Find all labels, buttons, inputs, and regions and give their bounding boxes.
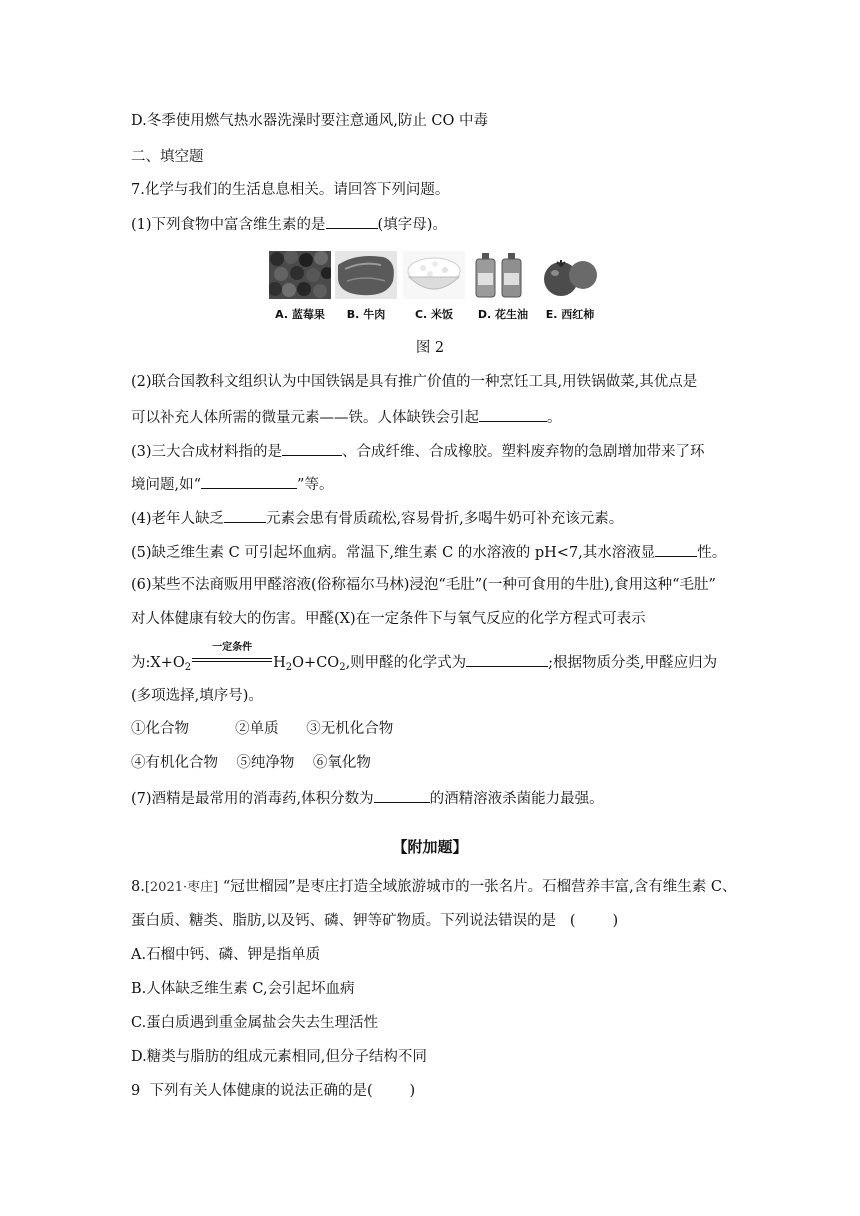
q5-text-a: (5)缺乏维生素 C 可引起坏血病。常温下,维生素 C 的水溶液的 pH<7,其水溶液显: [131, 545, 656, 561]
reaction-condition-arrow: [192, 642, 272, 669]
question-7-stem: 7.化学与我们的生活息息相关。请回答下列问题。: [131, 182, 450, 198]
food-label: D. 花生油: [477, 308, 529, 321]
food-label: E. 西红柿: [545, 308, 595, 321]
eq-subscript: 2: [285, 662, 293, 673]
q2-text-b: 可以补充人体所需的微量元素——铁。人体缺铁会引起: [131, 410, 479, 426]
q1-text-a: (1)下列食物中富含维生素的是: [131, 217, 326, 233]
food-item: [539, 251, 601, 321]
q8-option-b: B.人体缺乏维生素 C,会引起坏血病: [131, 981, 355, 997]
q2-line-1: (2)联合国教科文组织认为中国铁锅是具有推广价值的一种烹饪工具,用铁锅做菜,其优点是: [131, 374, 698, 390]
eq-text-post2: ;根据物质分类,甲醛应归为: [548, 655, 718, 671]
q2-line-2: [131, 406, 562, 428]
q4-text-b: 元素会患有骨质疏松,容易骨折,多喝牛奶可补充该元素。: [266, 511, 624, 527]
q8-text-a: “冠世榴园”是枣庄打造全域旅游城市的一张名片。石榴营养丰富,含有维生素 C、: [218, 879, 737, 895]
q7-line: [131, 787, 604, 809]
q3-text-d: ”等。: [297, 477, 334, 493]
answer-blank: [201, 473, 297, 489]
q2-text-c: 。: [547, 410, 562, 426]
section-heading: 二、填空题: [131, 149, 204, 165]
q6-line-4: (多项选择,填序号)。: [131, 688, 263, 704]
q8-line-2: 蛋白质、糖类、脂肪,以及钙、磷、钾等矿物质。下列说法错误的是 ( ): [131, 913, 619, 929]
q6-line-2: 对人体健康有较大的伤害。甲醛(X)在一定条件下与氧气反应的化学方程式可表示: [131, 611, 646, 627]
option-d-text: D.冬季使用燃气热水器洗澡时要注意通风,防止 CO 中毒: [131, 113, 489, 129]
eq-text-pre: 为:X+O: [131, 655, 185, 671]
q5-line: [131, 541, 726, 563]
q6-equation-line: [131, 642, 718, 673]
answer-blank: [326, 213, 378, 229]
peanut-oil-icon: [472, 251, 534, 299]
q3-line-2: [131, 473, 333, 495]
beef-icon: [335, 251, 397, 299]
q3-text-b: 、合成纤维、合成橡胶。塑料废弃物的急剧增加带来了环: [342, 444, 705, 460]
q8-number: 8.: [131, 879, 145, 895]
question-7-1: [131, 213, 447, 235]
answer-blank: [655, 541, 697, 557]
eq-o-co: O+CO: [292, 655, 340, 671]
q3-text-c: 境问题,如“: [131, 477, 202, 493]
q7-text-a: (7)酒精是最常用的消毒药,体积分数为: [131, 791, 374, 807]
extra-section-title: 【附加题】: [392, 838, 468, 856]
q6-line-1: (6)某些不法商贩用甲醛溶液(俗称福尔马林)浸泡“毛肚”(一种可食用的牛肚),食用这种“毛肚”: [131, 577, 716, 593]
eq-subscript: 2: [184, 662, 192, 673]
q8-option-d: D.糖类与脂肪的组成元素相同,但分子结构不同: [131, 1049, 427, 1065]
q8-option-c: C.蛋白质遇到重金属盐会失去生理活性: [131, 1015, 379, 1031]
food-item: [335, 251, 397, 321]
q4-text-a: (4)老年人缺乏: [131, 511, 225, 527]
food-item: [403, 251, 465, 321]
answer-blank: [282, 440, 342, 456]
food-label: A. 蓝莓果: [275, 308, 325, 321]
figure-caption: 图 2: [415, 340, 445, 356]
q3-line-1: [131, 440, 705, 462]
eq-subscript: 2: [339, 662, 346, 673]
q8-source: [2021·枣庄]: [144, 880, 219, 895]
options-row-2: ④有机化合物 ⑤纯净物 ⑥氧化物: [131, 755, 371, 771]
question-9: 9 下列有关人体健康的说法正确的是( ): [131, 1083, 416, 1099]
answer-blank: [374, 787, 430, 803]
food-label: C. 米饭: [414, 308, 454, 321]
rice-bowl-icon: [403, 251, 465, 299]
food-label: B. 牛肉: [346, 308, 386, 321]
q4-line: [131, 507, 623, 529]
q1-text-b: (填字母)。: [377, 217, 447, 233]
answer-blank: [224, 507, 266, 523]
q8-option-a: A.石榴中钙、磷、钾是指单质: [131, 947, 321, 963]
answer-blank: [466, 651, 548, 667]
q8-line-1: [131, 877, 736, 898]
blueberries-icon: [269, 251, 331, 299]
food-figure: [269, 251, 599, 323]
food-item: [472, 251, 534, 321]
options-row-1: ①化合物 ②单质 ③无机化合物: [131, 721, 394, 737]
q5-text-b: 性。: [697, 545, 727, 561]
answer-blank: [479, 406, 547, 422]
q7-text-b: 的酒精溶液杀菌能力最强。: [429, 791, 604, 807]
q3-text-a: (3)三大合成材料指的是: [131, 444, 283, 460]
eq-h: H: [273, 655, 286, 671]
food-item: [269, 251, 331, 321]
reaction-condition: 一定条件: [212, 642, 253, 653]
eq-text-post: ,则甲醛的化学式为: [345, 655, 467, 671]
tomato-icon: [539, 251, 601, 299]
